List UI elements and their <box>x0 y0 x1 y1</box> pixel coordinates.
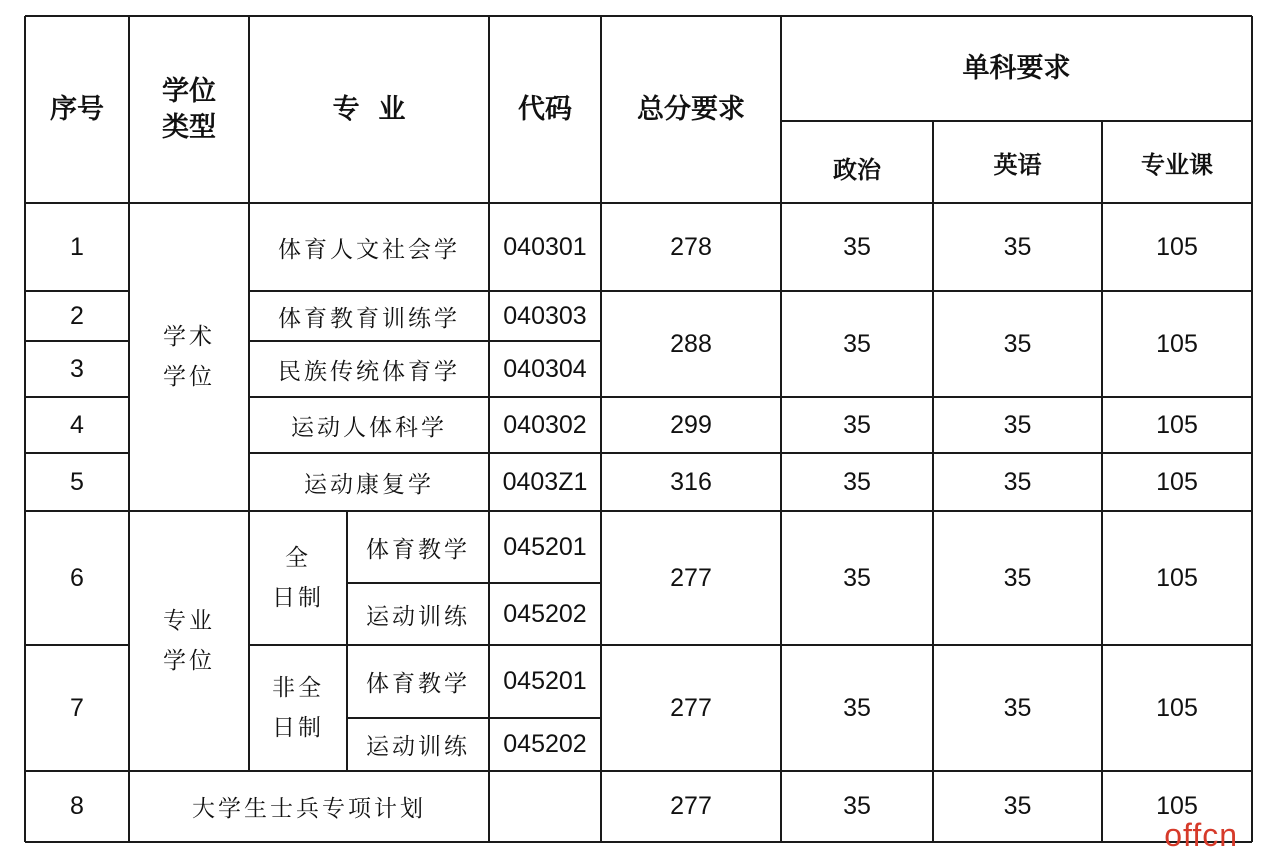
row2-code: 040303 <box>503 301 587 330</box>
row3-seq: 3 <box>70 354 84 383</box>
watermark-logo: offcn <box>1164 817 1238 853</box>
group-fulltime-line1: 全 <box>285 545 311 571</box>
row4-english: 35 <box>1003 410 1032 439</box>
header-politics: 政治 <box>833 155 881 184</box>
row6-english: 35 <box>1003 563 1032 592</box>
header-single: 单科要求 <box>962 52 1071 84</box>
row6-seq: 6 <box>70 563 84 592</box>
row8-total: 277 <box>670 792 712 820</box>
header-degree-type-line1: 学位 <box>162 75 216 107</box>
row6-major-a: 体育教学 <box>366 536 470 563</box>
header-seq: 序号 <box>50 93 104 125</box>
row4-seq: 4 <box>70 410 84 439</box>
row7-major-b: 运动训练 <box>366 734 470 760</box>
header-degree-type-line2: 类型 <box>162 111 216 143</box>
row6-total: 277 <box>670 563 712 592</box>
row23-politics: 35 <box>843 329 871 358</box>
group-academic-degree <box>129 203 249 511</box>
row8-politics: 35 <box>843 792 871 820</box>
row23-course: 105 <box>1156 329 1198 358</box>
row4-total: 299 <box>670 410 712 439</box>
row1-politics: 35 <box>843 232 871 261</box>
row4-code: 040302 <box>503 410 587 439</box>
row6-course: 105 <box>1156 563 1198 592</box>
group-professional-line1: 专业 <box>163 608 215 634</box>
row6-major-b: 运动训练 <box>366 603 470 630</box>
row8-seq: 8 <box>70 792 84 820</box>
row7-code-a: 045201 <box>503 667 587 695</box>
row8-plan: 大学生士兵专项计划 <box>192 796 426 822</box>
group-parttime <box>249 645 347 771</box>
row8-course: 105 <box>1156 792 1198 820</box>
row1-seq: 1 <box>70 232 84 261</box>
row4-politics: 35 <box>843 410 871 439</box>
row23-english: 35 <box>1003 329 1032 358</box>
header-total: 总分要求 <box>637 93 745 125</box>
row7-major-a: 体育教学 <box>366 671 470 697</box>
row2-seq: 2 <box>70 301 84 330</box>
row5-seq: 5 <box>70 467 84 496</box>
row6-code-a: 045201 <box>503 532 587 561</box>
group-parttime-line2: 日制 <box>272 715 324 741</box>
row8-code <box>489 771 601 842</box>
row7-politics: 35 <box>843 693 871 722</box>
row5-major: 运动康复学 <box>304 471 434 498</box>
group-academic-line1: 学术 <box>163 324 215 350</box>
row1-total: 278 <box>670 232 712 261</box>
row1-major: 体育人文社会学 <box>278 236 460 263</box>
group-professional-degree <box>129 511 249 771</box>
row4-major: 运动人体科学 <box>291 414 447 441</box>
group-professional-line2: 学位 <box>163 648 215 674</box>
row7-english: 35 <box>1003 693 1032 722</box>
row1-course: 105 <box>1156 232 1198 261</box>
row5-course: 105 <box>1156 467 1198 496</box>
row3-major: 民族传统体育学 <box>278 358 460 385</box>
row5-english: 35 <box>1003 467 1032 496</box>
group-fulltime <box>249 511 347 645</box>
header-code: 代码 <box>518 93 572 125</box>
row7-total: 277 <box>670 693 712 722</box>
row7-code-b: 045202 <box>503 730 587 758</box>
row5-total: 316 <box>670 467 712 496</box>
row6-code-b: 045202 <box>503 599 587 628</box>
header-english: 英语 <box>993 150 1042 179</box>
row23-total: 288 <box>670 329 712 358</box>
header-degree-type <box>129 16 249 203</box>
row6-politics: 35 <box>843 563 871 592</box>
row8-english: 35 <box>1003 792 1032 820</box>
header-major: 专 业 <box>332 93 406 125</box>
row7-seq: 7 <box>70 693 84 722</box>
row1-code: 040301 <box>503 232 587 261</box>
group-parttime-line1: 非全 <box>272 675 324 701</box>
group-fulltime-line2: 日制 <box>272 585 324 611</box>
header-major-course: 专业课 <box>1141 150 1213 179</box>
row5-code: 0403Z1 <box>502 467 588 496</box>
group-academic-line2: 学位 <box>163 364 215 390</box>
row4-course: 105 <box>1156 410 1198 439</box>
row1-english: 35 <box>1003 232 1032 261</box>
row3-code: 040304 <box>503 354 587 383</box>
row7-course: 105 <box>1156 693 1198 722</box>
row2-major: 体育教育训练学 <box>278 305 460 332</box>
row5-politics: 35 <box>843 467 871 496</box>
